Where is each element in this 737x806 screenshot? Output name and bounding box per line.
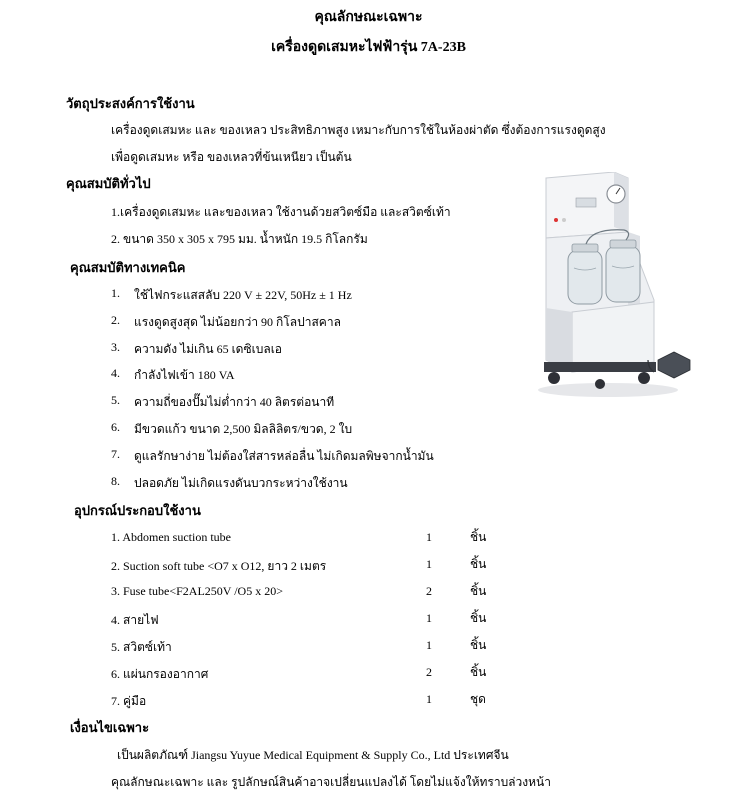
conditions-line: คุณลักษณะเฉพาะ และ รูปลักษณ์สินค้าอาจเปลี่ยนแปลงได้ โดยไม่แจ้งให้ทราบล่วงหน้า bbox=[111, 775, 551, 789]
page-subtitle: เครื่องดูดเสมหะไฟฟ้ารุ่น 7A-23B bbox=[271, 40, 466, 55]
accessories-heading: อุปกรณ์ประกอบใช้งาน bbox=[74, 503, 201, 518]
tech-num: 6. bbox=[111, 420, 120, 434]
accessory-unit: ชุด bbox=[470, 692, 486, 706]
accessory-name: 2. Suction soft tube <O7 x O12, ยาว 2 เมตร bbox=[111, 559, 327, 573]
tech-num: 7. bbox=[111, 447, 120, 461]
accessory-name: 1. Abdomen suction tube bbox=[111, 530, 231, 544]
accessory-qty: 1 bbox=[426, 638, 432, 652]
conditions-heading: เงื่อนไขเฉพาะ bbox=[70, 720, 150, 735]
general-heading: คุณสมบัติทั่วไป bbox=[66, 176, 151, 191]
accessory-unit: ชิ้น bbox=[470, 584, 487, 598]
tech-item: กำลังไฟเข้า 180 VA bbox=[134, 368, 235, 382]
tech-item: แรงดูดสูงสุด ไม่น้อยกว่า 90 กิโลปาสคาล bbox=[134, 315, 341, 329]
accessory-name: 6. แผ่นกรองอากาศ bbox=[111, 667, 209, 681]
suction-machine-icon bbox=[536, 172, 737, 404]
tech-num: 3. bbox=[111, 340, 120, 354]
accessory-unit: ชิ้น bbox=[470, 638, 487, 652]
tech-item: มีขวดแก้ว ขนาด 2,500 มิลลิลิตร/ขวด, 2 ใบ bbox=[134, 422, 353, 436]
page-title: คุณลักษณะเฉพาะ bbox=[314, 10, 423, 25]
conditions-line: เป็นผลิตภัณฑ์ Jiangsu Yuyue Medical Equipment & Supply Co., Ltd ประเทศจีน bbox=[117, 748, 509, 762]
accessory-unit: ชิ้น bbox=[470, 611, 487, 625]
accessory-name: 7. คู่มือ bbox=[111, 694, 147, 708]
accessory-qty: 1 bbox=[426, 557, 432, 571]
accessory-qty: 2 bbox=[426, 584, 432, 598]
tech-num: 5. bbox=[111, 393, 120, 407]
accessory-unit: ชิ้น bbox=[470, 665, 487, 679]
purpose-line: เครื่องดูดเสมหะ และ ของเหลว ประสิทธิภาพสูง เหมาะกับการใช้ในห้องผ่าตัด ซึ่งต้องการแรงดูดสูง bbox=[111, 123, 606, 137]
tech-item: ความดัง ไม่เกิน 65 เดซิเบลเอ bbox=[134, 342, 283, 356]
accessory-qty: 1 bbox=[426, 611, 432, 625]
accessory-unit: ชิ้น bbox=[470, 557, 487, 571]
tech-num: 1. bbox=[111, 286, 120, 300]
accessory-unit: ชิ้น bbox=[470, 530, 487, 544]
accessory-name: 3. Fuse tube<F2AL250V /O5 x 20> bbox=[111, 584, 283, 598]
general-item: 2. ขนาด 350 x 305 x 795 มม. น้ำหนัก 19.5 กิโลกรัม bbox=[111, 232, 368, 246]
tech-item: ความถี่ของปั๊มไม่ต่ำกว่า 40 ลิตรต่อนาที bbox=[134, 395, 335, 409]
accessory-qty: 2 bbox=[426, 665, 432, 679]
tech-item: ดูแลรักษาง่าย ไม่ต้องใส่สารหล่อลื่น ไม่เกิดมลพิษจากน้ำมัน bbox=[134, 449, 434, 463]
accessory-qty: 1 bbox=[426, 692, 432, 706]
technical-heading: คุณสมบัติทางเทคนิค bbox=[70, 260, 186, 275]
tech-num: 8. bbox=[111, 474, 120, 488]
tech-num: 4. bbox=[111, 366, 120, 380]
accessory-name: 5. สวิตซ์เท้า bbox=[111, 640, 172, 654]
accessory-name: 4. สายไฟ bbox=[111, 613, 159, 627]
purpose-heading: วัตถุประสงค์การใช้งาน bbox=[66, 96, 195, 111]
tech-item: ปลอดภัย ไม่เกิดแรงดันบวกระหว่างใช้งาน bbox=[134, 476, 348, 490]
tech-num: 2. bbox=[111, 313, 120, 327]
general-item: 1.เครื่องดูดเสมหะ และของเหลว ใช้งานด้วยสวิตซ์มือ และสวิตซ์เท้า bbox=[111, 205, 451, 219]
purpose-line: เพื่อดูดเสมหะ หรือ ของเหลวที่ข้นเหนียว เป็นต้น bbox=[111, 150, 352, 164]
tech-item: ใช้ไฟกระแสสลับ 220 V ± 22V, 50Hz ± 1 Hz bbox=[134, 288, 352, 302]
accessory-qty: 1 bbox=[426, 530, 432, 544]
